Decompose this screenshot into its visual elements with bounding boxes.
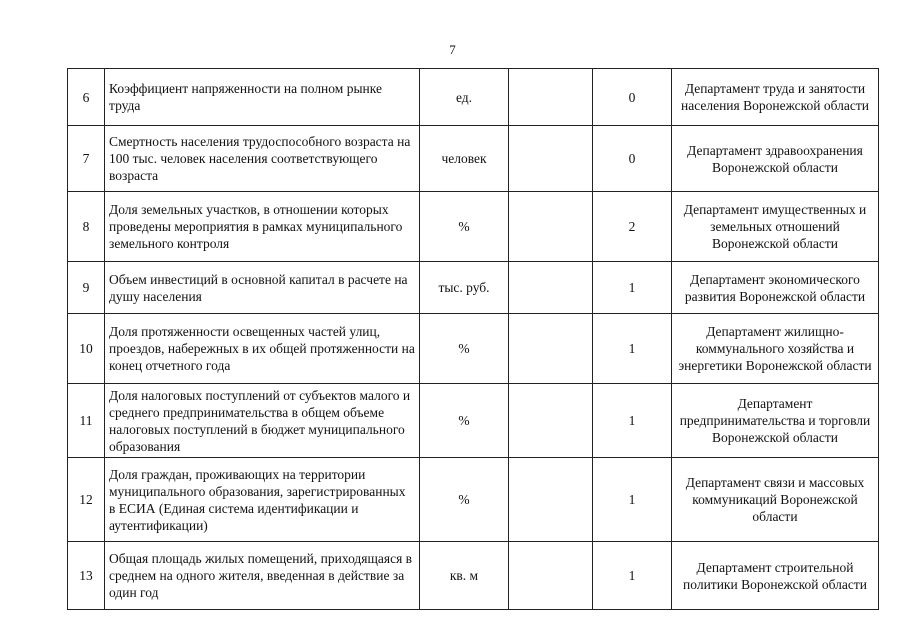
table-row xyxy=(68,542,879,610)
value-cell: 1 xyxy=(593,458,672,542)
indicators-table xyxy=(67,68,879,610)
row-number: 7 xyxy=(68,126,105,192)
indicator-name: Доля граждан, проживающих на территории муниципального образования, зарегистрированных в ЕСИА (Единая система идентификации и аутентификации) xyxy=(105,458,420,542)
table-row xyxy=(68,192,879,262)
row-number: 9 xyxy=(68,262,105,314)
row-number: 8 xyxy=(68,192,105,262)
row-number: 10 xyxy=(68,314,105,384)
empty-cell xyxy=(509,458,593,542)
unit-cell: ед. xyxy=(420,69,509,126)
table-row xyxy=(68,69,879,126)
empty-cell xyxy=(509,126,593,192)
unit-cell: % xyxy=(420,192,509,262)
row-number: 13 xyxy=(68,542,105,610)
empty-cell xyxy=(509,69,593,126)
table-row xyxy=(68,314,879,384)
department-cell: Департамент предпринимательства и торговли Воронежской области xyxy=(672,384,879,458)
value-cell: 2 xyxy=(593,192,672,262)
unit-cell: % xyxy=(420,384,509,458)
unit-cell: человек xyxy=(420,126,509,192)
empty-cell xyxy=(509,384,593,458)
indicator-name: Доля земельных участков, в отношении которых проведены мероприятия в рамках муниципального земельного контроля xyxy=(105,192,420,262)
empty-cell xyxy=(509,262,593,314)
indicator-name: Смертность населения трудоспособного возраста на 100 тыс. человек населения соответствующего возраста xyxy=(105,126,420,192)
value-cell: 0 xyxy=(593,69,672,126)
value-cell: 1 xyxy=(593,314,672,384)
unit-cell: % xyxy=(420,458,509,542)
department-cell: Департамент жилищно-коммунального хозяйства и энергетики Воронежской области xyxy=(672,314,879,384)
page-number: 7 xyxy=(449,42,456,57)
table-row xyxy=(68,262,879,314)
department-cell: Департамент труда и занятости населения Воронежской области xyxy=(672,69,879,126)
value-cell: 1 xyxy=(593,542,672,610)
unit-cell: кв. м xyxy=(420,542,509,610)
department-cell: Департамент связи и массовых коммуникаций Воронежской области xyxy=(672,458,879,542)
value-cell: 0 xyxy=(593,126,672,192)
table-row xyxy=(68,458,879,542)
indicator-name: Доля протяженности освещенных частей улиц, проездов, набережных в их общей протяженности на конец отчетного года xyxy=(105,314,420,384)
department-cell: Департамент здравоохранения Воронежской области xyxy=(672,126,879,192)
table-row xyxy=(68,384,879,458)
row-number: 11 xyxy=(68,384,105,458)
empty-cell xyxy=(509,314,593,384)
unit-cell: % xyxy=(420,314,509,384)
indicator-name: Коэффициент напряженности на полном рынке труда xyxy=(105,69,420,126)
value-cell: 1 xyxy=(593,262,672,314)
department-cell: Департамент экономического развития Воронежской области xyxy=(672,262,879,314)
indicator-name: Объем инвестиций в основной капитал в расчете на душу населения xyxy=(105,262,420,314)
unit-cell: тыс. руб. xyxy=(420,262,509,314)
table-row xyxy=(68,126,879,192)
row-number: 12 xyxy=(68,458,105,542)
empty-cell xyxy=(509,192,593,262)
department-cell: Департамент строительной политики Воронежской области xyxy=(672,542,879,610)
value-cell: 1 xyxy=(593,384,672,458)
empty-cell xyxy=(509,542,593,610)
department-cell: Департамент имущественных и земельных отношений Воронежской области xyxy=(672,192,879,262)
row-number: 6 xyxy=(68,69,105,126)
indicator-name: Доля налоговых поступлений от субъектов малого и среднего предпринимательства в общем объеме налоговых поступлений в бюджет муниципального образования xyxy=(105,384,420,458)
indicator-name: Общая площадь жилых помещений, приходящаяся в среднем на одного жителя, введенная в действие за один год xyxy=(105,542,420,610)
